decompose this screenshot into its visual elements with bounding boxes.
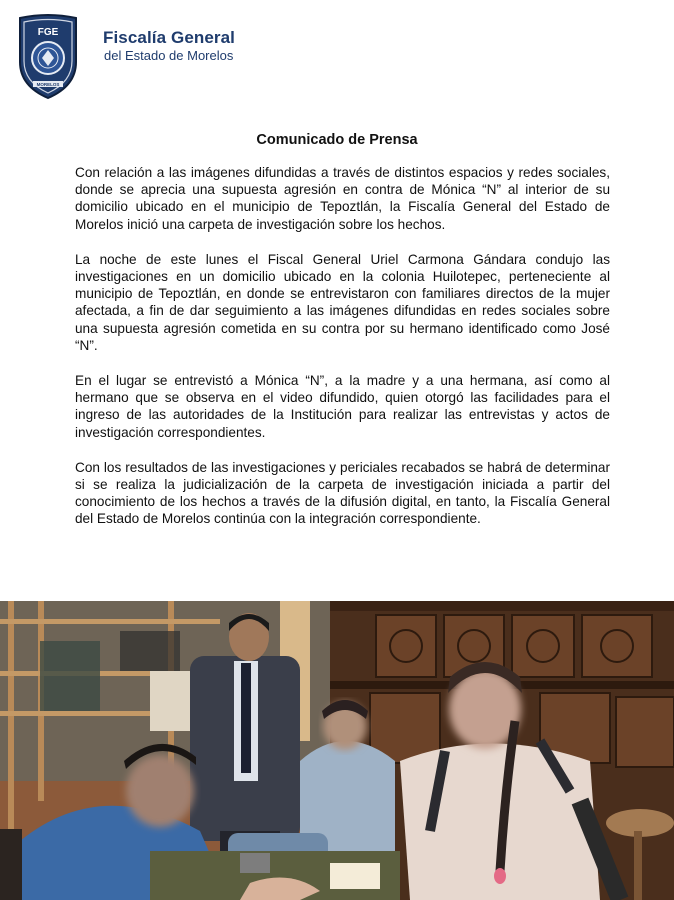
paragraph-2: La noche de este lunes el Fiscal General Uriel Carmona Gándara condujo las investigaciones en un domicilio ubicado en la colonia Huilotepec, perteneciente al municipio de Tepoztlán, en donde se entrevistaron con familiares directos de la mujer afectada, a fin de dar seguimiento a las imágenes difundidas en redes sociales sobre una supuesta agresión cometida en su contra por su hermano identificado como José “N”. — [75, 251, 610, 353]
paragraph-4: Con los resultados de las investigaciones y periciales recabados se habrá de determinar si se realiza la judicialización de la carpeta de investigación iniciada a partir del conocimiento de los hechos a través de la difusión digital, en tanto, la Fiscalía General del Estado de Morelos continúa con la integración correspondiente. — [75, 459, 610, 527]
org-name: Fiscalía General — [103, 28, 236, 47]
paragraph-1: Con relación a las imágenes difundidas a través de distintos espacios y redes sociales, donde se aprecia una supuesta agresión en contra de Mónica “N” al interior de su domicilio ubicado en el municipio de Tepoztlán, la Fiscalía General del Estado de Morelos inició una carpeta de investigación sobre los hechos. — [75, 165, 610, 232]
header — [0, 0, 674, 110]
paragraph-3: En el lugar se entrevistó a Mónica “N”, a la madre y a una hermana, así como al hermano que se observa en el video difundido, quien otorgó las facilidades para el ingreso de las autoridades de la Institución para realizar las entrevistas y actos de investigación correspondientes. — [75, 373, 610, 440]
fge-shield-logo — [16, 12, 80, 100]
press-release-title: Comunicado de Prensa — [256, 132, 418, 148]
logo-subtext: MORELOS — [36, 82, 60, 87]
logo-text: FGE — [37, 27, 59, 38]
investigation-photo — [0, 601, 674, 900]
press-release-body — [75, 164, 610, 546]
org-subtitle: del Estado de Morelos — [104, 48, 234, 63]
photo-illustration — [0, 601, 674, 900]
